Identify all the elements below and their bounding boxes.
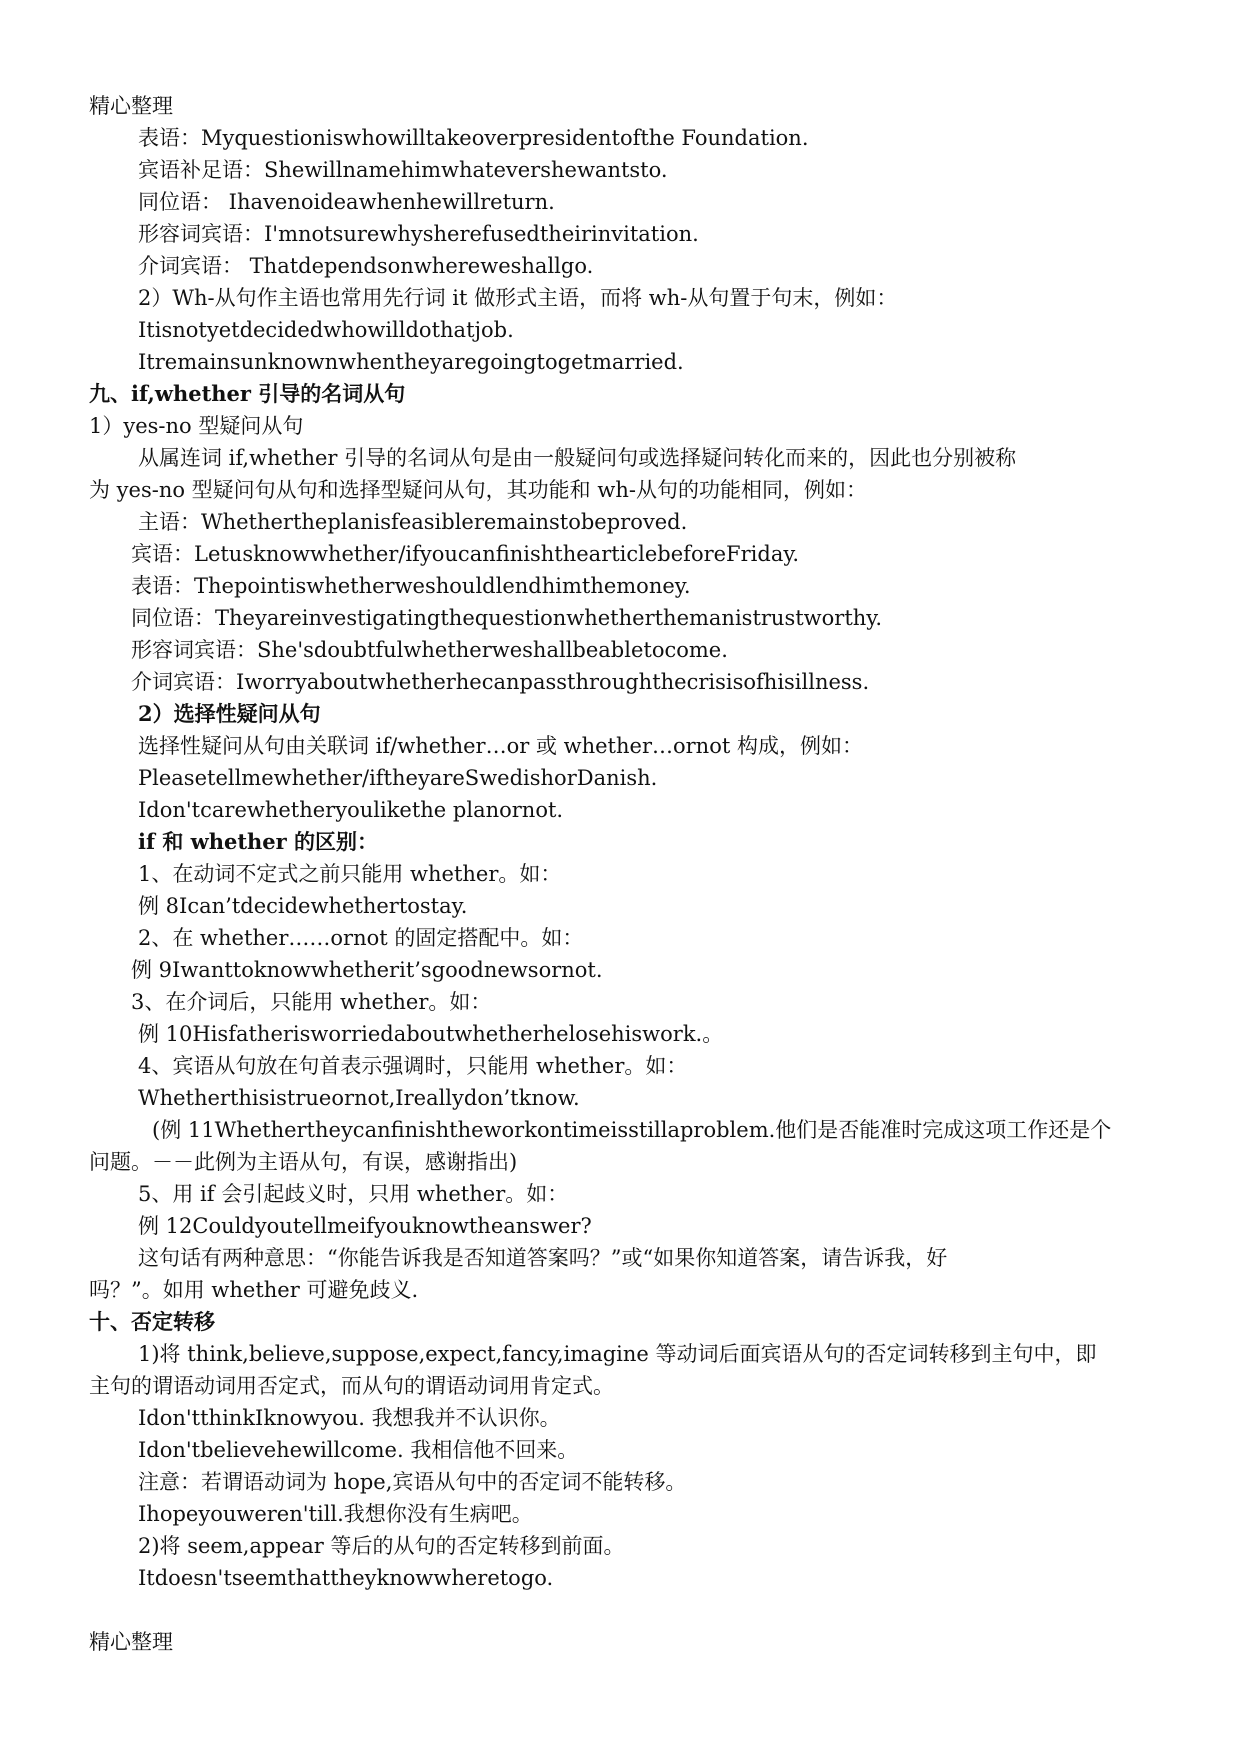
text-line: Idon'tcarewhetheryoulikethe planornot.	[138, 798, 564, 822]
text-line: 主句的谓语动词用否定式，而从句的谓语动词用肯定式。	[89, 1374, 614, 1398]
text-line: 注意：若谓语动词为 hope,宾语从句中的否定词不能转移。	[138, 1470, 687, 1494]
text-line: Ihopeyouweren'till.我想你没有生病吧。	[138, 1502, 533, 1526]
text-line: 介词宾语： Thatdependsonwhereweshallgo.	[138, 254, 594, 278]
text-line: Idon'tbelievehewillcome. 我相信他不回来。	[138, 1438, 579, 1462]
text-line: Whetherthisistrueornot,Ireallydon’tknow.	[138, 1086, 580, 1110]
text-line: 例 8Ican’tdecidewhethertostay.	[138, 894, 468, 918]
text-line: 同位语：Theyareinvestigatingthequestionwhetherthemanistrustworthy.	[131, 606, 883, 630]
text-line: (例 11Whethertheycanfinishtheworkontimeisstillaproblem.他们是否能准时完成这项工作还是个	[152, 1118, 1112, 1142]
text-line: 表语：Myquestioniswhowilltakeoverpresidentofthe Foundation.	[138, 126, 809, 150]
text-line: 3、在介词后，只能用 whether。如：	[131, 990, 492, 1014]
text-line: 例 12Couldyoutellmeifyouknowtheanswer?	[138, 1214, 592, 1238]
text-line: 例 10Hisfatherisworriedaboutwhetherhelosehiswork.。	[138, 1022, 724, 1046]
text-line: 问题。－－此例为主语从句，有误，感谢指出)	[89, 1150, 518, 1174]
text-line: Pleasetellmewhether/iftheyareSwedishorDanish.	[138, 766, 658, 790]
text-line: 5、用 if 会引起歧义时，只用 whether。如：	[138, 1182, 569, 1206]
text-line: 2）Wh-从句作主语也常用先行词 it 做形式主语，而将 wh-从句置于句末，例如：	[138, 286, 898, 310]
text-line: 选择性疑问从句由关联词 if/whether…or 或 whether…ornot 构成，例如：	[138, 734, 863, 758]
text-line: 主语：Whethertheplanisfeasibleremainstobeproved.	[138, 510, 688, 534]
text-line: 形容词宾语：I'mnotsurewhysherefusedtheirinvitation.	[138, 222, 699, 246]
subsection-heading: 2）选择性疑问从句	[138, 701, 321, 726]
text-line: 2)将 seem,appear 等后的从句的否定转移到前面。	[138, 1534, 625, 1558]
text-line: 吗？”。如用 whether 可避免歧义.	[89, 1278, 419, 1302]
text-line: 例 9Iwanttoknowwhetherit’sgoodnewsornot.	[131, 958, 603, 982]
text-line: 同位语： Ihavenoideawhenhewillreturn.	[138, 190, 555, 214]
text-line: 宾语：Letusknowwhether/ifyoucanfinishthearticlebeforeFriday.	[131, 542, 800, 566]
text-line: 1、在动词不定式之前只能用 whether。如：	[138, 862, 562, 886]
subsection-heading: if 和 whether 的区别：	[138, 829, 379, 854]
page-header: 精心整理	[89, 94, 173, 118]
text-line: 1）yes-no 型疑问从句	[89, 414, 304, 438]
text-line: 形容词宾语：She'sdoubtfulwhetherweshallbeabletocome.	[131, 638, 728, 662]
page-footer: 精心整理	[89, 1630, 173, 1654]
text-line: 1)将 think,believe,suppose,expect,fancy,imagine 等动词后面宾语从句的否定词转移到主句中，即	[138, 1342, 1097, 1366]
text-line: Itisnotyetdecidedwhowilldothatjob.	[138, 318, 514, 342]
text-line: 4、宾语从句放在句首表示强调时，只能用 whether。如：	[138, 1054, 688, 1078]
text-line: 为 yes-no 型疑问句从句和选择型疑问从句，其功能和 wh-从句的功能相同，例如：	[89, 478, 867, 502]
text-line: 介词宾语：Iworryaboutwhetherhecanpassthroughthecrisisofhisillness.	[131, 670, 870, 694]
text-line: 2、在 whether……ornot 的固定搭配中。如：	[138, 926, 584, 950]
section-heading: 十、否定转移	[89, 1309, 215, 1334]
section-heading: 九、if,whether 引导的名词从句	[89, 381, 406, 406]
text-line: 宾语补足语：Shewillnamehimwhatevershewantsto.	[138, 158, 668, 182]
text-line: 这句话有两种意思：“你能告诉我是否知道答案吗？”或“如果你知道答案，请告诉我，好	[138, 1246, 948, 1270]
text-line: 表语：Thepointiswhetherweshouldlendhimthemoney.	[131, 574, 691, 598]
text-line: Idon'tthinkIknowyou. 我想我并不认识你。	[138, 1406, 561, 1430]
text-line: Itdoesn'tseemthattheyknowwheretogo.	[138, 1566, 554, 1590]
text-line: 从属连词 if,whether 引导的名词从句是由一般疑问句或选择疑问转化而来的，因此也分别被称	[138, 446, 1017, 470]
text-line: Itremainsunknownwhentheyaregoingtogetmarried.	[138, 350, 684, 374]
